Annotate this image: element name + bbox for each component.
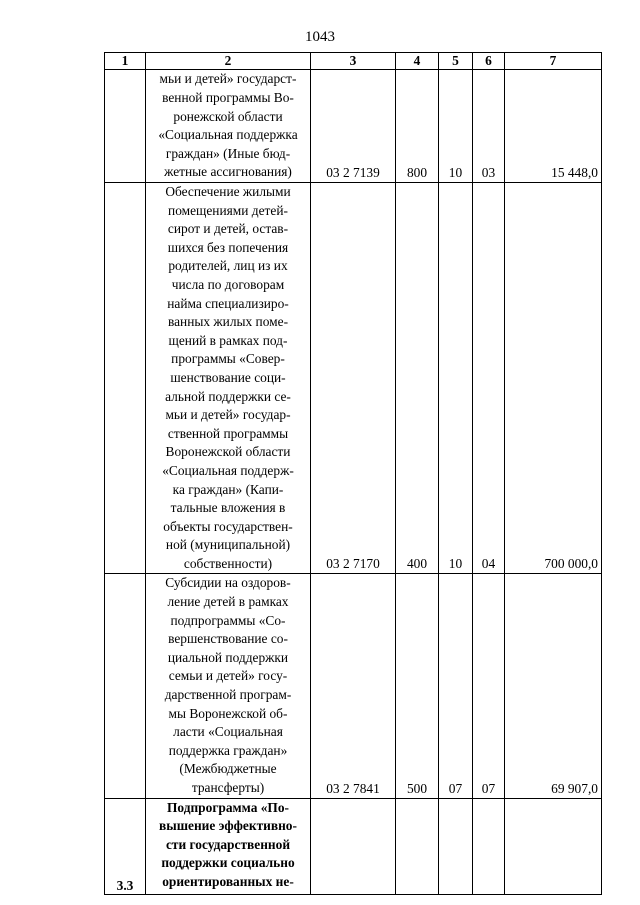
header-col-6: 6 bbox=[473, 53, 505, 70]
row-col-4 bbox=[396, 798, 439, 894]
page-number: 1043 bbox=[305, 29, 335, 45]
header-col-1: 1 bbox=[105, 53, 146, 70]
row-amount: 69 907,0 bbox=[505, 574, 602, 798]
budget-table bbox=[104, 52, 602, 895]
row-description: Подпрограмма «По- вышение эффективно- сти государственной поддержки социально ориентированных не- bbox=[146, 798, 311, 894]
header-col-5: 5 bbox=[439, 53, 473, 70]
row-amount: 15 448,0 bbox=[505, 70, 602, 183]
row-code: 03 2 7841 bbox=[311, 574, 396, 798]
table-row bbox=[105, 183, 602, 574]
table-row bbox=[105, 574, 602, 798]
row-col-5: 07 bbox=[439, 574, 473, 798]
row-number bbox=[105, 183, 146, 574]
row-col-4: 400 bbox=[396, 183, 439, 574]
row-col-4: 800 bbox=[396, 70, 439, 183]
table-row bbox=[105, 70, 602, 183]
row-code: 03 2 7139 bbox=[311, 70, 396, 183]
row-col-6 bbox=[473, 798, 505, 894]
row-col-4: 500 bbox=[396, 574, 439, 798]
row-number bbox=[105, 70, 146, 183]
header-col-4: 4 bbox=[396, 53, 439, 70]
row-number bbox=[105, 574, 146, 798]
row-description: Обеспечение жилыми помещениями детей- сирот и детей, остав- шихся без попечения родителей, лиц из их числа по договорам найма специализиро- ванных жилых поме- щений в рамках под- программы «Совер- шенствование соци- альной поддержки се- мьи и детей» государ- ственной программы Воронежской области «Социальная поддерж- ка граждан» (Капи- тальные вложения в объекты государствен- ной (муниципальной) собственности) bbox=[146, 183, 311, 574]
row-col-5 bbox=[439, 798, 473, 894]
row-col-6: 07 bbox=[473, 574, 505, 798]
row-col-5: 10 bbox=[439, 183, 473, 574]
row-col-5: 10 bbox=[439, 70, 473, 183]
table-row bbox=[105, 798, 602, 894]
row-code: 03 2 7170 bbox=[311, 183, 396, 574]
row-description: Субсидии на оздоров- ление детей в рамках подпрограммы «Со- вершенствование со- циальной поддержки семьи и детей» госу- дарственной програм- мы Воронежской об- ласти «Социальная поддержка граждан» (Межбюджетные трансферты) bbox=[146, 574, 311, 798]
header-row bbox=[105, 53, 602, 70]
header-col-7: 7 bbox=[505, 53, 602, 70]
row-amount bbox=[505, 798, 602, 894]
row-col-6: 04 bbox=[473, 183, 505, 574]
header-col-2: 2 bbox=[146, 53, 311, 70]
row-number: 3.3 bbox=[105, 798, 146, 894]
row-col-6: 03 bbox=[473, 70, 505, 183]
row-code bbox=[311, 798, 396, 894]
row-amount: 700 000,0 bbox=[505, 183, 602, 574]
row-description: мьи и детей» государст- венной программы Во- ронежской области «Социальная поддержка граждан» (Иные бюд- жетные ассигнования) bbox=[146, 70, 311, 183]
header-col-3: 3 bbox=[311, 53, 396, 70]
